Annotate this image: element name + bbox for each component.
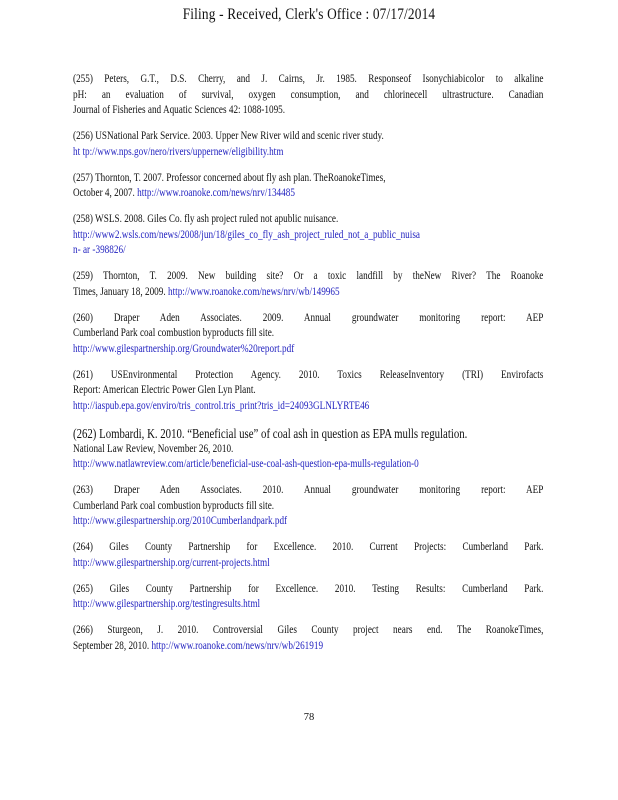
reference-text: National Law Review, November 26, 2010. <box>73 442 234 455</box>
reference-link[interactable]: http://www.gilespartnership.org/2010Cumberlandpark.pdf <box>73 515 288 527</box>
reference-link[interactable]: http://iaspub.epa.gov/enviro/tris_control.tris_print?tris_id=24093GLNLYRTE46 <box>73 399 370 412</box>
reference-text: (255) Peters, G.T., D.S. Cherry, and J. Cairns, Jr. 1985. Responseof Isonychiabicolor to alkaline <box>73 73 544 85</box>
reference-link-continued[interactable]: n- ar -398826/ <box>73 244 126 256</box>
reference-258 <box>73 212 543 259</box>
reference-text: (257) Thornton, T. 2007. Professor concerned about fly ash plan. TheRoanokeTimes, <box>73 171 386 184</box>
reference-257 <box>73 171 543 202</box>
reference-text: (259) Thornton, T. 2009. New building site? Or a toxic landfill by theNew River? The Roanoke <box>73 270 544 282</box>
reference-text: (265) Giles County Partnership for Excellence. 2010. Testing Results: Cumberland Park. <box>73 582 544 595</box>
reference-256 <box>73 129 543 160</box>
reference-text: (264) Giles County Partnership for Excellence. 2010. Current Projects: Cumberland Park. <box>73 541 544 553</box>
reference-text: (260) Draper Aden Associates. 2009. Annual groundwater monitoring report: AEP <box>73 311 544 324</box>
reference-link[interactable]: http://www.roanoke.com/news/nrv/134485 <box>137 187 295 199</box>
reference-text: (258) WSLS. 2008. Giles Co. fly ash project ruled not apublic nuisance. <box>73 213 339 225</box>
reference-link[interactable]: http://www.gilespartnership.org/Groundwater%20report.pdf <box>73 342 295 355</box>
reference-link[interactable]: http://www2.wsls.com/news/2008/jun/18/giles_co_fly_ash_project_ruled_not_a_public_nuisa <box>73 228 420 241</box>
reference-text: pH: an evaluation of survival, oxygen consumption, and chlorinecell ultrastructure. Canadian <box>73 88 544 101</box>
reference-text: Journal of Fisheries and Aquatic Sciences 42: 1088-1095. <box>73 104 286 116</box>
reference-link[interactable]: http://www.gilespartnership.org/current-projects.html <box>73 556 270 569</box>
reference-title: (262) Lombardi, K. 2010. “Beneficial use” of coal ash in question as EPA mulls regulation. <box>73 425 468 441</box>
reference-text: Cumberland Park coal combustion byproducts fill site. <box>73 499 275 512</box>
reference-266 <box>73 623 543 654</box>
reference-link[interactable]: http://www.roanoke.com/news/nrv/wb/261919 <box>151 639 324 652</box>
reference-text: Cumberland Park coal combustion byproducts fill site. <box>73 327 275 339</box>
reference-link[interactable]: http://www.gilespartnership.org/testingresults.html <box>73 598 261 610</box>
reference-text: (263) Draper Aden Associates. 2010. Annual groundwater monitoring report: AEP <box>73 484 544 496</box>
reference-262 <box>73 425 543 473</box>
reference-text: Report: American Electric Power Glen Lyn Plant. <box>73 384 256 396</box>
reference-date: Times, January 18, 2009. <box>73 285 168 298</box>
reference-264 <box>73 540 543 571</box>
reference-261 <box>73 368 543 415</box>
page-number: 78 <box>303 712 315 723</box>
reference-265 <box>73 582 543 613</box>
reference-260 <box>73 311 543 358</box>
reference-date: September 28, 2010. <box>73 639 152 652</box>
reference-263 <box>73 483 543 530</box>
filing-header: Filing - Received, Clerk's Office : 07/17/2014 <box>182 6 436 23</box>
reference-text: (256) USNational Park Service. 2003. Upper New River wild and scenic river study. <box>73 130 384 142</box>
reference-link[interactable]: http://www.roanoke.com/news/nrv/wb/149965 <box>167 285 340 298</box>
reference-link[interactable]: http://www.natlawreview.com/article/beneficial-use-coal-ash-question-epa-mulls-regulation-0 <box>73 458 419 470</box>
reference-259 <box>73 269 543 300</box>
reference-date: October 4, 2007. <box>73 187 138 199</box>
reference-link[interactable]: ht tp://www.nps.gov/nero/rivers/uppernew/eligibility.htm <box>73 145 284 158</box>
reference-text: (261) USEnvironmental Protection Agency. 2010. Toxics ReleaseInventory (TRI) Envirofacts <box>73 368 544 381</box>
reference-text: (266) Sturgeon, J. 2010. Controversial Giles County project nears end. The RoanokeTimes, <box>73 624 544 636</box>
reference-255 <box>73 72 543 119</box>
reference-list <box>73 72 543 665</box>
